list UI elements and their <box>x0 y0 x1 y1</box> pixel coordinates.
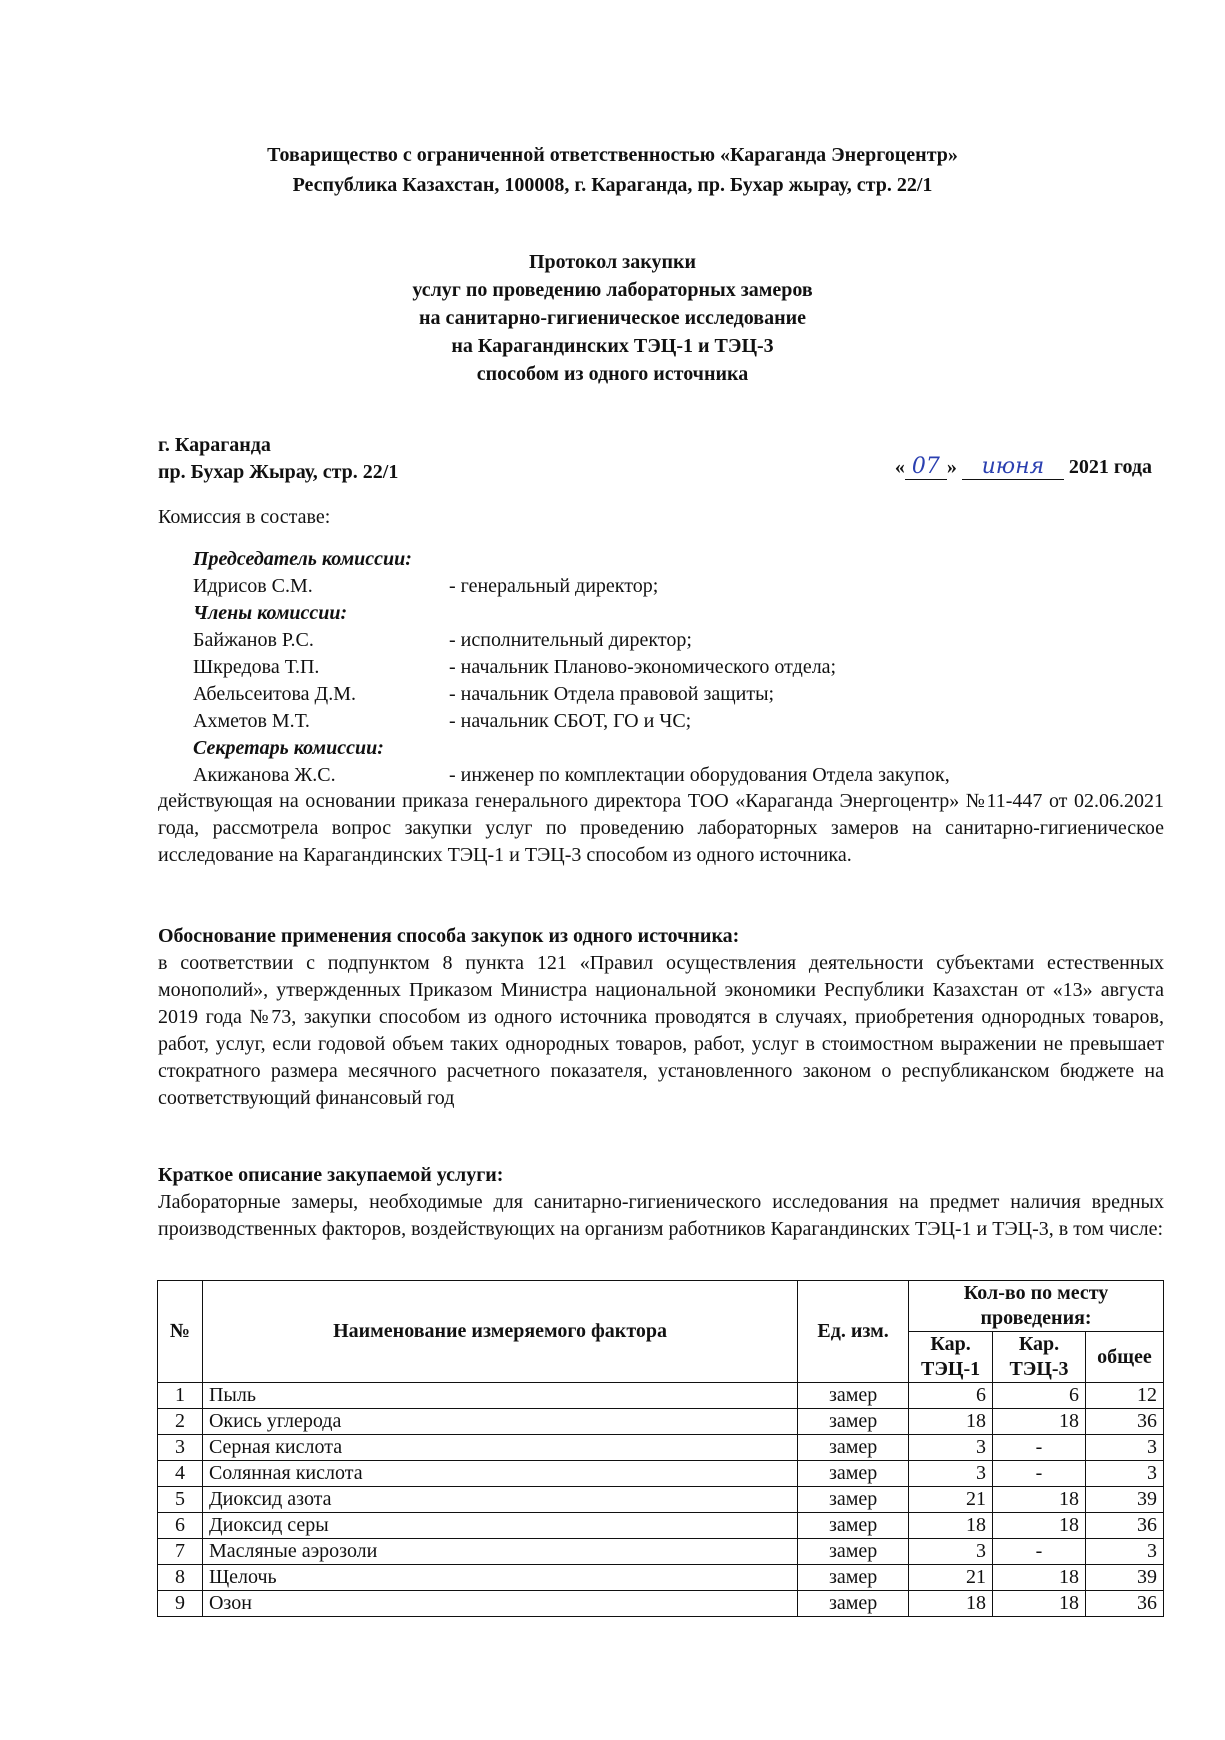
row-total: 3 <box>1085 1435 1163 1461</box>
row-num: 6 <box>158 1513 203 1539</box>
date-close-quote: » <box>946 456 957 478</box>
col-header-unit: Ед. изм. <box>798 1281 909 1383</box>
row-total: 39 <box>1085 1565 1163 1591</box>
row-tec1: 21 <box>909 1487 993 1513</box>
factors-table <box>157 1280 1164 1617</box>
date-month: июня <box>981 454 1045 479</box>
member-row <box>193 762 950 789</box>
col-header-tec1: Кар. ТЭЦ-1 <box>909 1332 993 1383</box>
protocol-title <box>0 248 1225 388</box>
place-city: г. Караганда <box>158 434 271 456</box>
col-header-tec3: Кар. ТЭЦ-3 <box>993 1332 1086 1383</box>
table-row <box>158 1591 1164 1617</box>
row-tec3: 18 <box>993 1591 1086 1617</box>
table-row <box>158 1461 1164 1487</box>
table-row <box>158 1435 1164 1461</box>
row-num: 8 <box>158 1565 203 1591</box>
row-tec1: 3 <box>909 1539 993 1565</box>
row-factor: Окись углерода <box>202 1409 797 1435</box>
member-row <box>193 573 950 600</box>
date-open-quote: « <box>894 456 905 478</box>
description-heading: Краткое описание закупаемой услуги: <box>158 1164 504 1186</box>
row-num: 7 <box>158 1539 203 1565</box>
member-position: - исполнительный директор; <box>449 629 692 651</box>
row-factor: Диоксид серы <box>202 1513 797 1539</box>
row-tec3: - <box>993 1539 1086 1565</box>
row-factor: Диоксид азота <box>202 1487 797 1513</box>
chair-label: Председатель комиссии: <box>193 548 412 570</box>
company-name: Товарищество с ограниченной ответственностью «Караганда Энергоцентр» <box>267 144 958 166</box>
member-position: - начальник СБОТ, ГО и ЧС; <box>449 710 692 732</box>
company-header <box>0 140 1225 200</box>
row-factor: Серная кислота <box>202 1435 797 1461</box>
row-factor: Пыль <box>202 1383 797 1409</box>
title-line: Протокол закупки <box>528 251 697 273</box>
place-address: пр. Бухар Жырау, стр. 22/1 <box>158 461 399 483</box>
col-header-total: общее <box>1085 1332 1163 1383</box>
row-total: 3 <box>1085 1539 1163 1565</box>
row-total: 12 <box>1085 1383 1163 1409</box>
col-header-qty: Кол-во по месту проведения: <box>909 1281 1164 1332</box>
members-label: Члены комиссии: <box>193 602 348 624</box>
justification-text: в соответствии с подпунктом 8 пункта 121 «Правил осуществления деятельности субъектами естественных монополий», утвержденных Приказом Министра национальной экономики Республики Казахстан от «13» августа 2019 года №73, закупки способом из одного источника проводятся в случаях, приобретения однородных товаров, работ, услуг, если годовой объем таких однородных товаров, работ, услуг в стоимостном выражении не превышает стократного размера месячного расчетного показателя, установленного законом о республиканском бюджете на соответствующий финансовый год <box>158 952 1164 1109</box>
row-total: 3 <box>1085 1461 1163 1487</box>
member-position: - генеральный директор; <box>449 575 659 597</box>
member-row <box>193 654 950 681</box>
col-header-name: Наименование измеряемого фактора <box>202 1281 797 1383</box>
protocol-date <box>895 454 1152 480</box>
row-total: 36 <box>1085 1409 1163 1435</box>
member-name: Ахметов М.Т. <box>193 710 310 732</box>
row-tec3: 6 <box>993 1383 1086 1409</box>
row-tec1: 3 <box>909 1461 993 1487</box>
basis-paragraph: действующая на основании приказа генерального директора ТОО «Караганда Энергоцентр» №11-447 от 02.06.2021 года, рассмотрела вопрос закупки услуг по проведению лабораторных замеров на санитарно-гигиеническое исследование на Карагандинских ТЭЦ-1 и ТЭЦ-3 способом из одного источника. <box>158 790 1164 866</box>
row-tec3: - <box>993 1461 1086 1487</box>
member-row <box>193 627 950 654</box>
table-row <box>158 1409 1164 1435</box>
title-line: на санитарно-гигиеническое исследование <box>418 307 807 329</box>
title-line: услуг по проведению лабораторных замеров <box>412 279 813 301</box>
row-factor: Масляные аэрозоли <box>202 1539 797 1565</box>
row-num: 3 <box>158 1435 203 1461</box>
row-unit: замер <box>798 1461 909 1487</box>
row-unit: замер <box>798 1487 909 1513</box>
place-block <box>158 432 398 486</box>
row-unit: замер <box>798 1409 909 1435</box>
row-num: 4 <box>158 1461 203 1487</box>
title-line: на Карагандинских ТЭЦ-1 и ТЭЦ-3 <box>451 335 774 357</box>
row-num: 1 <box>158 1383 203 1409</box>
row-tec1: 18 <box>909 1591 993 1617</box>
col-header-num: № <box>158 1281 203 1383</box>
row-factor: Щелочь <box>202 1565 797 1591</box>
member-name: Шкредова Т.П. <box>193 656 320 678</box>
commission-list <box>193 546 950 789</box>
row-total: 36 <box>1085 1591 1163 1617</box>
row-unit: замер <box>798 1383 909 1409</box>
row-tec3: - <box>993 1435 1086 1461</box>
description-section <box>158 1162 1164 1243</box>
member-name: Акижанова Ж.С. <box>193 764 336 786</box>
row-tec1: 18 <box>909 1409 993 1435</box>
row-factor: Солянная кислота <box>202 1461 797 1487</box>
justification-heading: Обоснование применения способа закупок из одного источника: <box>158 925 740 947</box>
row-unit: замер <box>798 1435 909 1461</box>
member-position: - начальник Планово-экономического отдела; <box>449 656 837 678</box>
row-total: 36 <box>1085 1513 1163 1539</box>
commission-intro: Комиссия в составе: <box>158 506 331 528</box>
table-row <box>158 1383 1164 1409</box>
table-header-row <box>158 1281 1164 1332</box>
row-num: 5 <box>158 1487 203 1513</box>
company-address: Республика Казахстан, 100008, г. Караганда, пр. Бухар жырау, стр. 22/1 <box>292 174 933 196</box>
row-factor: Озон <box>202 1591 797 1617</box>
member-row <box>193 708 950 735</box>
member-name: Байжанов Р.С. <box>193 629 314 651</box>
row-tec3: 18 <box>993 1513 1086 1539</box>
date-year: 2021 года <box>1068 456 1152 478</box>
description-text: Лабораторные замеры, необходимые для санитарно-гигиенического исследования на предмет наличия вредных производственных факторов, воздействующих на организм работников Карагандинских ТЭЦ-1 и ТЭЦ-3, в том числе: <box>158 1191 1164 1240</box>
row-tec1: 6 <box>909 1383 993 1409</box>
row-unit: замер <box>798 1513 909 1539</box>
row-num: 9 <box>158 1591 203 1617</box>
row-unit: замер <box>798 1539 909 1565</box>
row-tec1: 21 <box>909 1565 993 1591</box>
table-row <box>158 1565 1164 1591</box>
row-tec3: 18 <box>993 1409 1086 1435</box>
row-unit: замер <box>798 1591 909 1617</box>
row-tec3: 18 <box>993 1565 1086 1591</box>
row-tec1: 18 <box>909 1513 993 1539</box>
member-position: - начальник Отдела правовой защиты; <box>449 683 775 705</box>
row-num: 2 <box>158 1409 203 1435</box>
row-tec3: 18 <box>993 1487 1086 1513</box>
table-row <box>158 1487 1164 1513</box>
secretary-label: Секретарь комиссии: <box>193 737 384 759</box>
table-row <box>158 1539 1164 1565</box>
member-name: Абельсеитова Д.М. <box>193 683 356 705</box>
title-line: способом из одного источника <box>476 363 749 385</box>
member-position: - инженер по комплектации оборудования Отдела закупок, <box>449 764 950 786</box>
row-unit: замер <box>798 1565 909 1591</box>
member-row <box>193 681 950 708</box>
row-tec1: 3 <box>909 1435 993 1461</box>
table-row <box>158 1513 1164 1539</box>
justification-section <box>158 923 1164 1112</box>
row-total: 39 <box>1085 1487 1163 1513</box>
member-name: Идрисов С.М. <box>193 575 313 597</box>
date-day: 07 <box>911 454 940 479</box>
